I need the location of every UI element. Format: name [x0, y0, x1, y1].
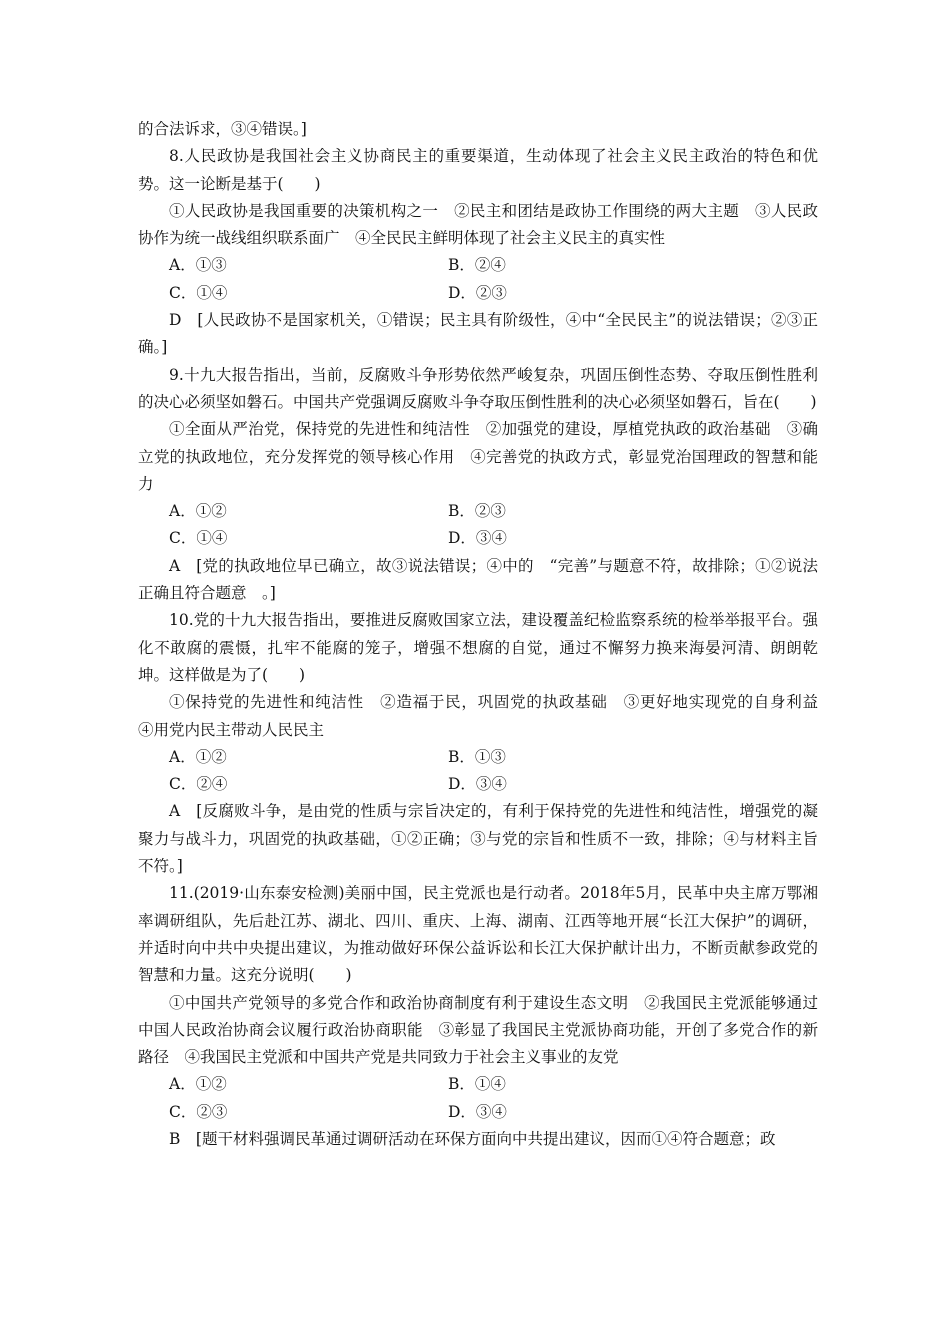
answer-explanation: A [反腐败斗争，是由党的性质与宗旨决定的，有利于保持党的先进性和纯洁性，增强党的凝聚力与战斗力，巩固党的执政基础，①②正确；③与党的宗旨和性质不一致，排除；④与材料主旨不符。] [138, 802, 818, 876]
answer-explanation: A [党的执政地位早已确立，故③说法错误；④中的 “完善”与题意不符，故排除；①②说法正确且符合题意 。] [138, 556, 818, 603]
option-b: B．②④ [448, 256, 506, 275]
document-body [138, 116, 834, 1153]
question-stem: 9.十九大报告指出，当前，反腐败斗争形势依然严峻复杂，巩固压倒性态势、夺取压倒性胜利的决心必须坚如磐石。中国共产党强调反腐败斗争夺取压倒性胜利的决心必须坚如磐石，旨在( ) [138, 365, 818, 411]
option-a: A．①② [169, 1075, 227, 1094]
question-9 [138, 362, 818, 608]
option-row [138, 744, 818, 771]
option-row [138, 771, 818, 798]
question-statements: ①中国共产党领导的多党合作和政治协商制度有利于建设生态文明 ②我国民主党派能够通过中国人民政治协商会议履行政治协商职能 ③彰显了我国民主党派协商功能，开创了多党合作的新路径 ④我国民主党派和中国共产党是共同致力于社会主义事业的友党 [138, 993, 818, 1067]
continued-answer-text: 的合法诉求，③④错误。] [138, 120, 307, 138]
question-statements: ①全面从严治党，保持党的先进性和纯洁性 ②加强党的建设，厚植党执政的政治基础 ③确立党的执政地位，充分发挥党的领导核心作用 ④完善党的执政方式，彰显党治国理政的智慧和能力 [138, 420, 818, 493]
question-10 [138, 607, 834, 880]
answer-explanation: B [题干材料强调民革通过调研活动在环保方面向中共提出建议，因而①④符合题意；政 [169, 1129, 776, 1148]
option-row [138, 1099, 818, 1126]
option-a: A．①③ [169, 256, 227, 275]
option-c: C．①④ [169, 283, 228, 302]
question-stem: 8.人民政协是我国社会主义协商民主的重要渠道，生动体现了社会主义民主政治的特色和优势。这一论断是基于( ) [138, 147, 818, 193]
option-c: C．②③ [169, 1102, 228, 1121]
question-11 [138, 880, 818, 1153]
option-row [138, 525, 818, 552]
option-a: A．①② [169, 502, 227, 521]
option-b: B．①④ [448, 1075, 506, 1094]
option-row [138, 252, 818, 279]
option-b: B．①③ [448, 747, 506, 766]
option-d: D．③④ [448, 1102, 507, 1121]
question-statements: ①人民政协是我国重要的决策机构之一 ②民主和团结是政协工作围绕的两大主题 ③人民政协作为统一战线组织联系面广 ④全民民主鲜明体现了社会主义民主的真实性 [138, 201, 818, 248]
option-c: C．②④ [169, 775, 228, 794]
option-row [138, 280, 818, 307]
option-a: A．①② [169, 747, 227, 766]
option-b: B．②③ [448, 502, 506, 521]
option-row [138, 1071, 818, 1098]
option-d: D．③④ [448, 775, 507, 794]
question-statements: ①保持党的先进性和纯洁性 ②造福于民，巩固党的执政基础 ③更好地实现党的自身利益 ④用党内民主带动人民民主 [138, 693, 834, 739]
question-stem: 11.(2019·山东泰安检测)美丽中国，民主党派也是行动者。2018年5月，民革中央主席万鄂湘率调研组队，先后赴江苏、湖北、四川、重庆、上海、湖南、江西等地开展“长江大保护”的调研，并适时向中共中央提出建议，为推动做好环保公益诉讼和长江大保护献计出力，不断贡献参政党的智慧和力量。这充分说明( ) [138, 884, 818, 985]
option-d: D．③④ [448, 529, 507, 548]
question-stem: 10.党的十九大报告指出，要推进反腐败国家立法，建设覆盖纪检监察系统的检举举报平台。强化不敢腐的震慑，扎牢不能腐的笼子，增强不想腐的自觉，通过不懈努力换来海晏河清、朗朗乾坤。这样做是为了( ) [138, 611, 818, 684]
question-8 [138, 143, 818, 361]
option-d: D．②③ [448, 283, 507, 302]
option-c: C．①④ [169, 529, 228, 548]
answer-explanation: D [人民政协不是国家机关，①错误；民主具有阶级性，④中“全民民主”的说法错误；②③正确。] [138, 311, 818, 357]
option-row [138, 498, 818, 525]
